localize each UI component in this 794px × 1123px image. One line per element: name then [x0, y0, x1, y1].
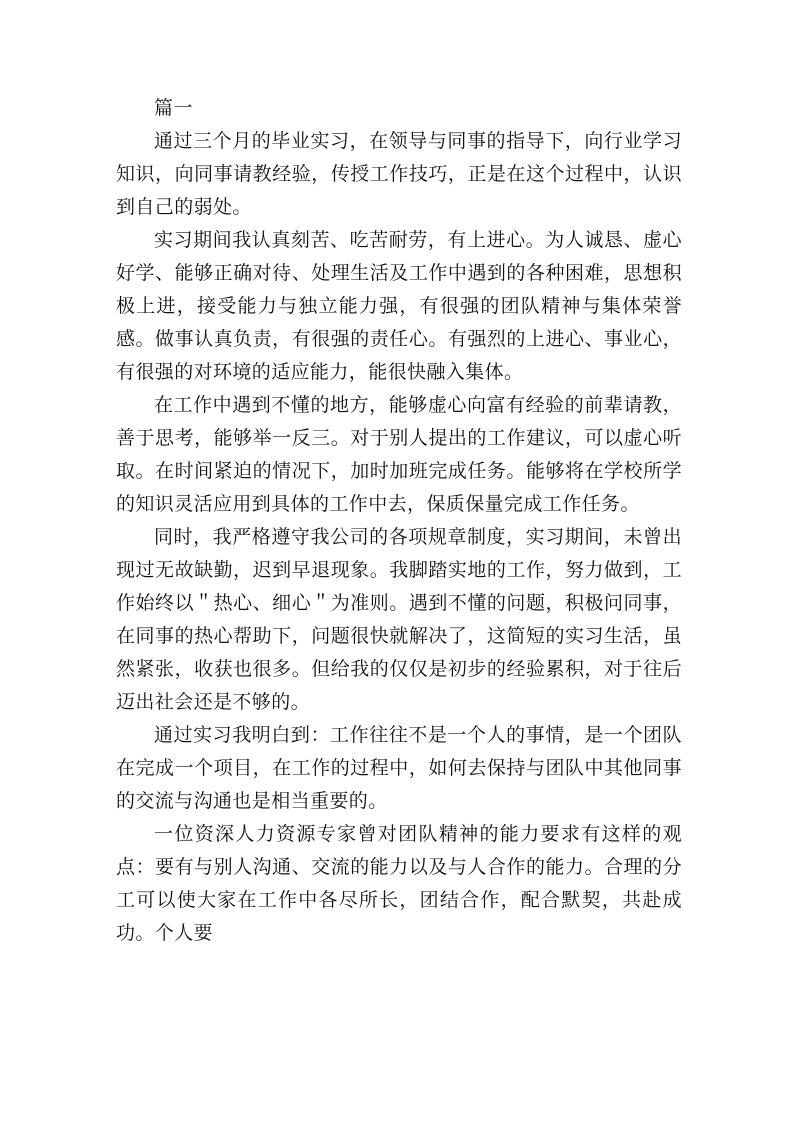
paragraph-4: 同时，我严格遵守我公司的各项规章制度，实习期间，未曾出现过无故缺勤，迟到早退现象。我脚踏实地的工作，努力做到，工作始终以＂热心、细心＂为准则。遇到不懂的问题，积极问同事，在同事的热心帮助下，问题很快就解决了，这简短的实习生活，虽然紧张，收获也很多。但给我的仅仅是初步的经验累积，对于往后迈出社会还是不够的。 — [116, 526, 682, 713]
document-body — [116, 92, 682, 950]
paragraph-6: 一位资深人力资源专家曾对团队精神的能力要求有这样的观点：要有与别人沟通、交流的能力以及与人合作的能力。合理的分工可以使大家在工作中各尽所长，团结合作，配合默契，共赴成功。个人要 — [116, 823, 682, 944]
section-heading: 篇一 — [154, 97, 194, 119]
paragraph-1: 通过三个月的毕业实习，在领导与同事的指导下，向行业学习知识，向同事请教经验，传授工作技巧，正是在这个过程中，认识到自己的弱处。 — [116, 130, 682, 218]
paragraph-5: 通过实习我明白到：工作往往不是一个人的事情，是一个团队在完成一个项目，在工作的过程中，如何去保持与团队中其他同事的交流与沟通也是相当重要的。 — [116, 724, 682, 812]
paragraph-2: 实习期间我认真刻苦、吃苦耐劳，有上进心。为人诚恳、虚心好学、能够正确对待、处理生活及工作中遇到的各种困难，思想积极上进，接受能力与独立能力强，有很强的团队精神与集体荣誉感。做事认真负责，有很强的责任心。有强烈的上进心、事业心，有很强的对环境的适应能力，能很快融入集体。 — [116, 229, 682, 383]
paragraph-3: 在工作中遇到不懂的地方，能够虚心向富有经验的前辈请教，善于思考，能够举一反三。对于别人提出的工作建议，可以虚心听取。在时间紧迫的情况下，加时加班完成任务。能够将在学校所学的知识灵活应用到具体的工作中去，保质保量完成工作任务。 — [116, 394, 682, 515]
